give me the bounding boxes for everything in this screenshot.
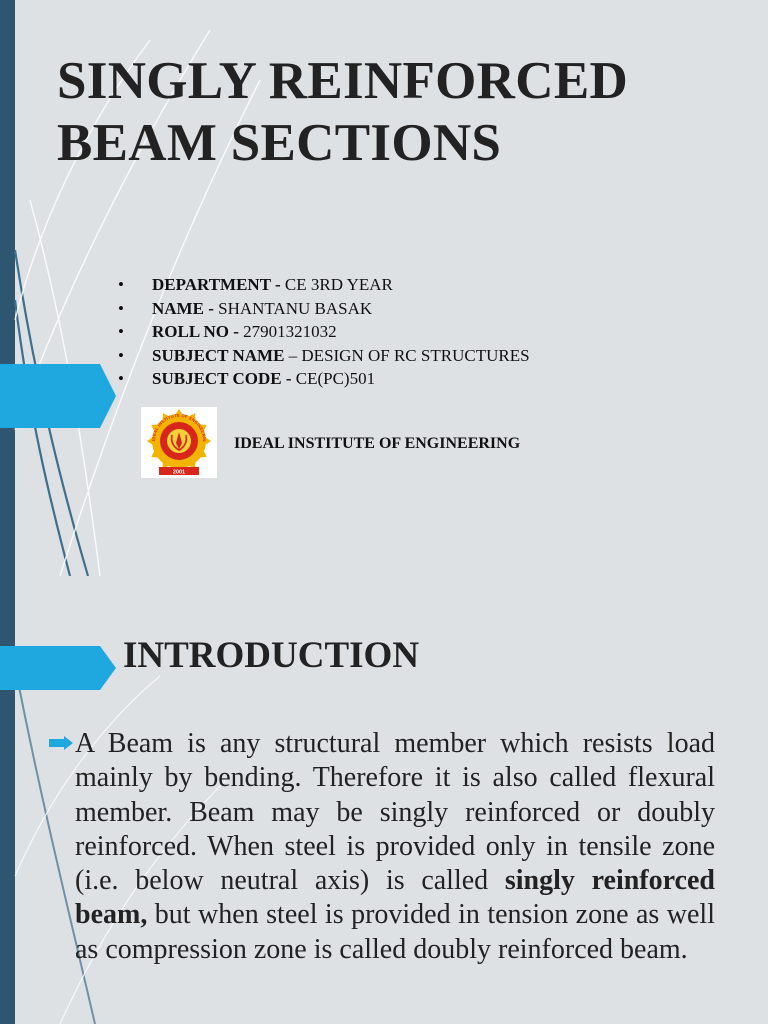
arrow-bullet-icon	[49, 736, 73, 750]
intro-paragraph: A Beam is any structural member which resists load mainly by bending. Therefore it is also called flexural member. Beam may be singly reinforced or doubly reinforced. When steel is provided only in tensile zone (i.e. below neutral axis) is called singly reinforced beam, but when steel is provided in tension zone as well as compression zone is called doubly reinforced beam.	[75, 728, 715, 965]
bold-term: singly reinforced beam,	[75, 865, 715, 931]
info-list	[118, 273, 530, 391]
section-heading: INTRODUCTION	[123, 635, 420, 676]
introduction-slide	[0, 576, 768, 1024]
list-item-subject-name: • SUBJECT NAME – DESIGN OF RC STRUCTURES	[118, 344, 530, 368]
svg-text:IDEAL INSTITUTE OF ENGINEERING: IDEAL INSTITUTE OF ENGINEERIN	[150, 412, 208, 442]
list-item-department: • DEPARTMENT - CE 3RD YEAR	[118, 273, 530, 297]
page-title: SINGLY REINFORCED BEAM SECTIONS	[57, 52, 629, 172]
list-item-subject-code: • SUBJECT CODE - CE(PC)501	[118, 367, 530, 391]
institute-logo	[141, 407, 217, 478]
tab-arrow-shape	[0, 364, 116, 428]
tab-arrow-shape	[0, 636, 116, 700]
list-item-name: • NAME - SHANTANU BASAK	[118, 297, 530, 321]
institute-name: IDEAL INSTITUTE OF ENGINEERING	[234, 435, 521, 452]
list-item-roll-no: • ROLL NO - 27901321032	[118, 320, 530, 344]
svg-text:2001: 2001	[172, 469, 186, 476]
